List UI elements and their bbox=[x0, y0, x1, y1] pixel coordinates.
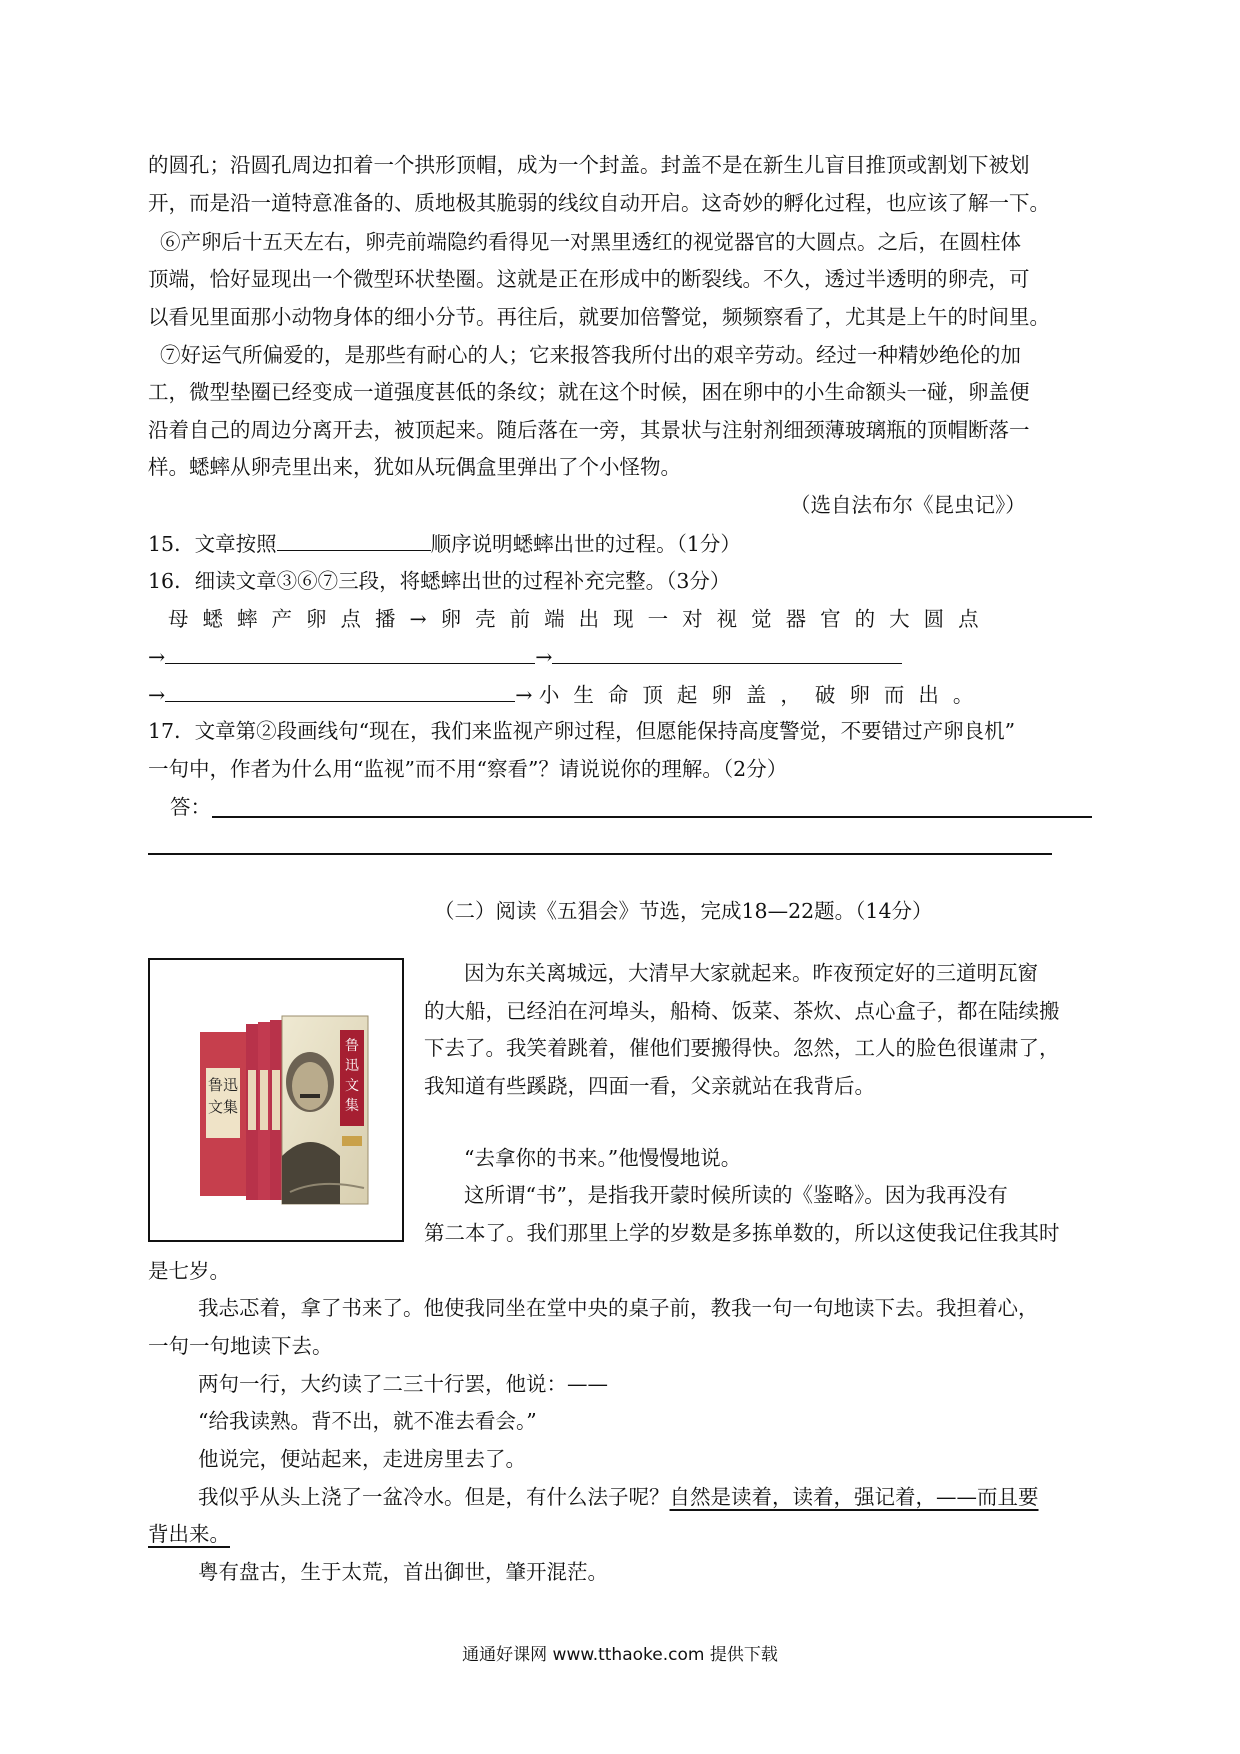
question-15-prefix: 15．文章按照 bbox=[148, 532, 277, 556]
section2-para1-line-2: 的大船，已经泊在河埠头，船椅、饭菜、茶炊、点心盒子，都在陆续搬 bbox=[424, 999, 1060, 1023]
section2-para4-line-2: 一句一句地读下去。 bbox=[148, 1334, 333, 1358]
passage1-line-3: ⑥产卵后十五天左右，卵壳前端隐约看得见一对黑里透红的视觉器官的大圆点。之后，在圆柱体 bbox=[160, 230, 1021, 254]
question-15 bbox=[148, 528, 741, 559]
answer-line-2[interactable] bbox=[148, 853, 1052, 855]
cover-title-char-4: 集 bbox=[345, 1098, 359, 1114]
book-set-image bbox=[150, 960, 402, 1240]
section2-para3-line-3: 是七岁。 bbox=[148, 1259, 230, 1283]
passage1-line-8: 沿着自己的周边分离开去，被顶起来。随后落在一旁，其景状与注射剂细颈薄玻璃瓶的顶帽断落一 bbox=[148, 418, 1030, 442]
passage1-source: （选自法布尔《昆虫记》） bbox=[790, 493, 1026, 517]
cover-emblem bbox=[342, 1136, 362, 1146]
cover-title-char-3: 文 bbox=[345, 1078, 359, 1094]
spine-label-3 bbox=[272, 1070, 280, 1130]
question-16: 16．细读文章③⑥⑦三段，将蟋蟀出世的过程补充完整。（3分） bbox=[148, 569, 731, 593]
flow-arrow-3: → bbox=[148, 683, 166, 707]
answer-label: 答： bbox=[170, 795, 211, 819]
box-title-1: 鲁迅 bbox=[207, 1076, 239, 1094]
page-footer: 通通好课网 www.tthaoke.com 提供下载 bbox=[462, 1645, 778, 1665]
spine-label-2 bbox=[260, 1070, 268, 1130]
passage1-line-2: 开，而是沿一道特意准备的、质地极其脆弱的线纹自动开启。这奇妙的孵化过程，也应该了解一下。 bbox=[148, 191, 1050, 215]
section2-para1-line-3: 下去了。我笑着跳着，催他们要搬得快。忽然，工人的脸色很谨肃了， bbox=[424, 1036, 1060, 1060]
question-16-blank-3[interactable] bbox=[165, 679, 515, 702]
cover-title-char-1: 鲁 bbox=[345, 1038, 359, 1054]
question-15-answer-blank[interactable] bbox=[277, 528, 431, 551]
portrait-moustache bbox=[300, 1094, 320, 1098]
section2-para7: 他说完，便站起来，走进房里去了。 bbox=[198, 1447, 526, 1471]
portrait-face bbox=[292, 1062, 328, 1110]
section2-para8-underlined-2: 背出来。 bbox=[148, 1522, 230, 1546]
section2-para6: “给我读熟。背不出，就不准去看会。” bbox=[198, 1409, 537, 1433]
section2-para5: 两句一行，大约读了二三十行罢，他说：—— bbox=[198, 1372, 608, 1396]
section2-para4-line-1: 我忐忑着，拿了书来了。他使我同坐在堂中央的桌子前，教我一句一句地读下去。我担着心， bbox=[198, 1296, 1039, 1320]
question-16-flow-start: 母蟋蟀产卵点播→卵壳前端出现一对视觉器官的大圆点 bbox=[168, 607, 993, 631]
flow-arrow-2: → bbox=[535, 645, 553, 669]
flow-arrow-4: → bbox=[515, 683, 533, 707]
question-16-blank-1[interactable] bbox=[165, 641, 535, 664]
question-15-suffix: 顺序说明蟋蟀出世的过程。（1分） bbox=[430, 532, 741, 556]
question-16-blank-2[interactable] bbox=[552, 641, 902, 664]
section2-para8-line-1 bbox=[198, 1482, 1039, 1512]
question-17-line-1: 17．文章第②段画线句“现在，我们来监视产卵过程，但愿能保持高度警觉，不要错过产卵良机” bbox=[148, 719, 1016, 743]
section-2-heading: （二）阅读《五猖会》节选，完成18—22题。（14分） bbox=[434, 899, 933, 923]
section2-para2: “去拿你的书来。”他慢慢地说。 bbox=[464, 1146, 742, 1170]
question-16-flow-end: 小生命顶起卵盖，破卵而出。 bbox=[538, 683, 988, 707]
box-title-2: 文集 bbox=[207, 1098, 239, 1116]
passage1-line-4: 顶端，恰好显现出一个微型环状垫圈。这就是正在形成中的断裂线。不久，透过半透明的卵壳，可 bbox=[148, 267, 1030, 291]
passage1-line-9: 样。蟋蟀从卵壳里出来，犹如从玩偶盒里弹出了个小怪物。 bbox=[148, 455, 681, 479]
section2-para9: 粤有盘古，生于太荒，首出御世，肇开混茫。 bbox=[198, 1560, 608, 1584]
answer-line-1[interactable] bbox=[212, 816, 1092, 818]
question-17-line-2: 一句中，作者为什么用“监视”而不用“察看”？请说说你的理解。（2分） bbox=[148, 757, 788, 781]
section2-para3-line-1: 这所谓“书”，是指我开蒙时候所读的《鉴略》。因为我再没有 bbox=[464, 1183, 1008, 1207]
section2-para8-underlined-1: 自然是读着，读着，强记着，——而且要 bbox=[669, 1485, 1039, 1509]
section2-para1-line-4: 我知道有些蹊跷，四面一看，父亲就站在我背后。 bbox=[424, 1074, 875, 1098]
spine-label-1 bbox=[248, 1070, 256, 1130]
section2-para3-line-2: 第二本了。我们那里上学的岁数是多拣单数的，所以这使我记住我其时 bbox=[424, 1221, 1060, 1245]
passage1-line-1: 的圆孔；沿圆孔周边扣着一个拱形顶帽，成为一个封盖。封盖不是在新生儿盲目推顶或割划下被划 bbox=[148, 153, 1030, 177]
passage1-line-5: 以看见里面那小动物身体的细小分节。再往后，就要加倍警觉，频频察看了，尤其是上午的时间里。 bbox=[148, 305, 1050, 329]
flow-arrow-1: → bbox=[148, 645, 166, 669]
book-photo bbox=[148, 958, 404, 1242]
passage1-line-7: 工，微型垫圈已经变成一道强度甚低的条纹；就在这个时候，困在卵中的小生命额头一碰，卵盖便 bbox=[148, 380, 1030, 404]
section2-para8-plain: 我似乎从头上浇了一盆冷水。但是，有什么法子呢？ bbox=[198, 1485, 670, 1509]
question-16-flow-row-2 bbox=[148, 641, 902, 672]
question-16-flow-row-3 bbox=[148, 679, 987, 710]
cover-title-char-2: 迅 bbox=[345, 1058, 359, 1074]
section2-para1-line-1: 因为东关离城远，大清早大家就起来。昨夜预定好的三道明瓦窗 bbox=[464, 961, 1038, 985]
portrait-body bbox=[282, 1142, 340, 1204]
passage1-line-6: ⑦好运气所偏爱的，是那些有耐心的人；它来报答我所付出的艰辛劳动。经过一种精妙绝伦的加 bbox=[160, 343, 1021, 367]
